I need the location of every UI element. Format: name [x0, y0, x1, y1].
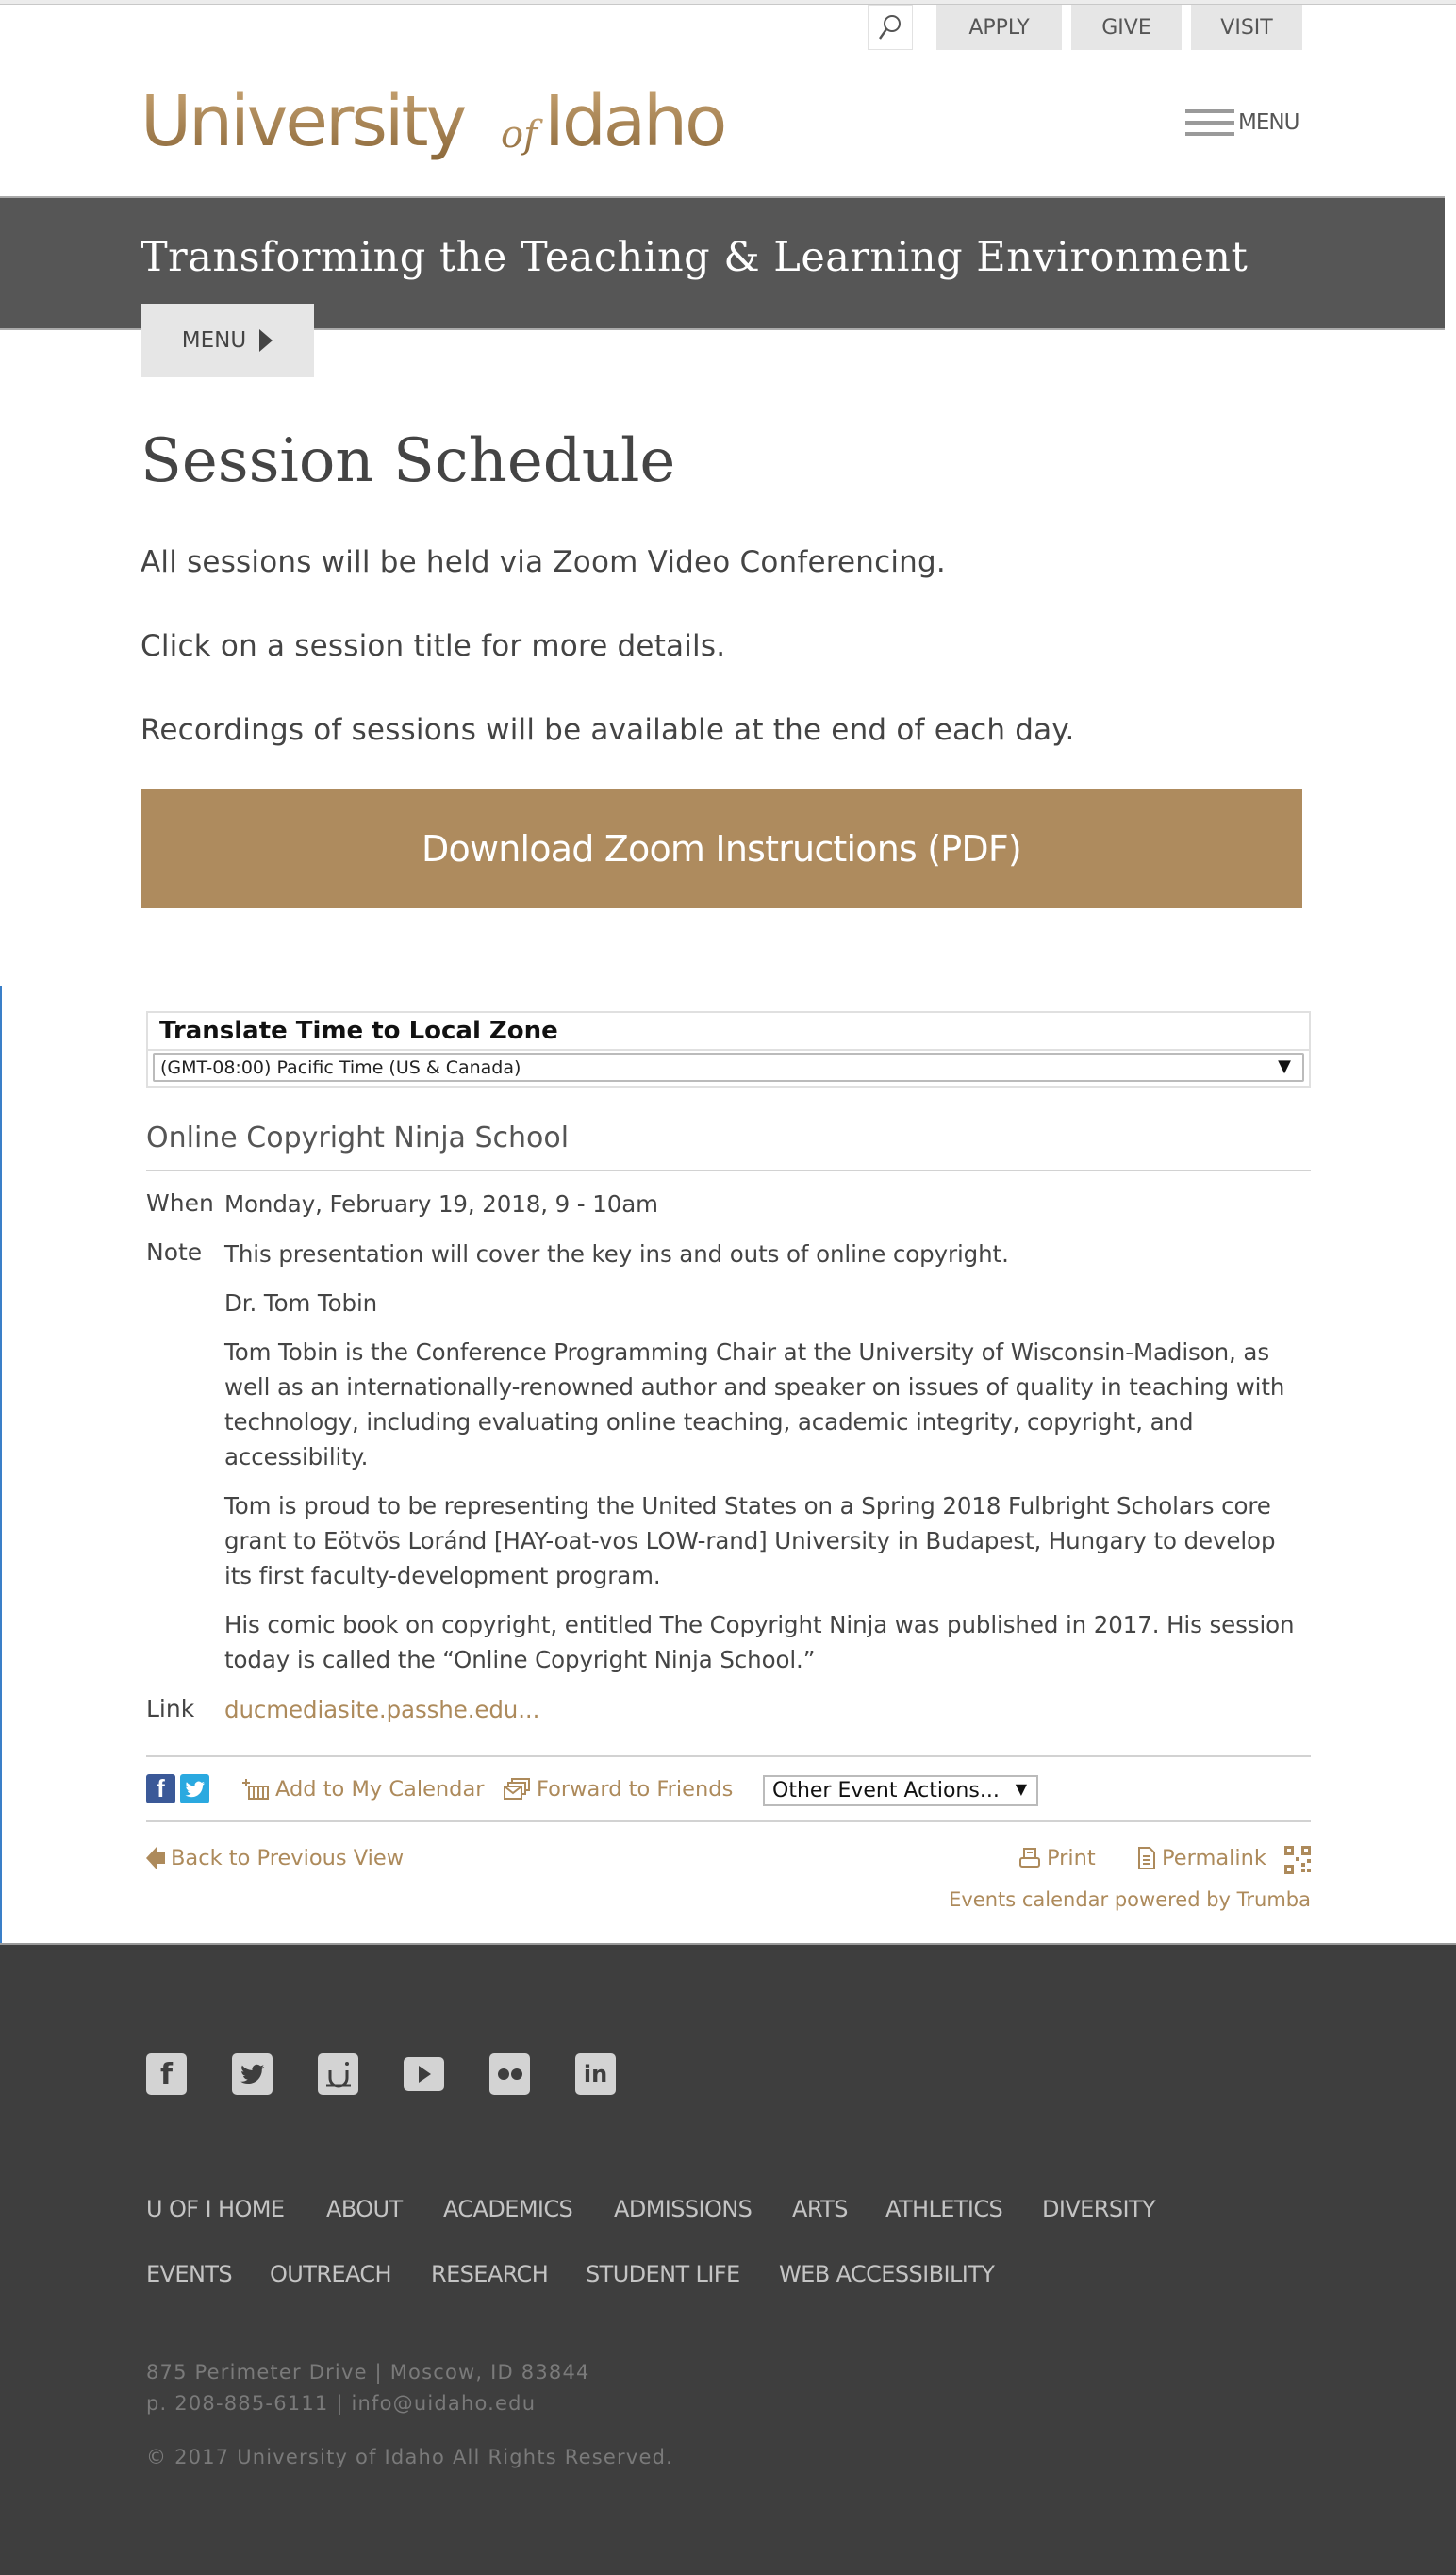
print-icon: [1018, 1847, 1041, 1869]
intro-paragraph: All sessions will be held via Zoom Video Conferencing.: [141, 545, 946, 579]
dropdown-arrow-icon: ▼: [1278, 1056, 1291, 1076]
divider: [146, 1755, 1311, 1757]
footer-nav-link[interactable]: ADMISSIONS: [614, 2196, 753, 2222]
site-footer: [0, 1943, 1456, 2575]
footer-youtube-icon[interactable]: [404, 2057, 444, 2091]
footer-copyright: © 2017 University of Idaho All Rights Reserved.: [146, 2446, 673, 2468]
twitter-share-icon[interactable]: [180, 1774, 209, 1803]
email-forward-icon: [503, 1778, 531, 1801]
site-title[interactable]: Transforming the Teaching & Learning Environment: [141, 234, 1249, 281]
qr-code-icon[interactable]: [1284, 1846, 1311, 1874]
divider: [148, 1049, 1309, 1051]
when-value: Monday, February 19, 2018, 9 - 10am: [224, 1190, 658, 1218]
svg-text:of: of: [501, 113, 538, 157]
facebook-share-icon[interactable]: f: [146, 1774, 175, 1803]
footer-instagram-icon[interactable]: [318, 2053, 358, 2095]
section-menu-button[interactable]: [141, 304, 314, 377]
hamburger-icon[interactable]: [1185, 108, 1234, 138]
note-paragraph: Tom is proud to be representing the United States on a Spring 2018 Fulbright Scholars core grant to Eötvös Loránd [HAY-oat-vos LOW-rand] University in Budapest, Hungary to develop its first faculty-development program.: [224, 1492, 1276, 1589]
event-link[interactable]: ducmediasite.passhe.edu...: [224, 1696, 540, 1723]
forward-to-friends-link[interactable]: [503, 1777, 733, 1802]
note-paragraph: Dr. Tom Tobin: [224, 1289, 378, 1317]
timezone-selected-value: (GMT-08:00) Pacific Time (US & Canada): [160, 1056, 521, 1078]
search-icon: [877, 13, 903, 42]
note-label: Note: [146, 1238, 203, 1266]
footer-nav-link[interactable]: EVENTS: [146, 2261, 232, 2287]
footer-linkedin-icon[interactable]: in: [575, 2053, 616, 2095]
page-title: Session Schedule: [141, 426, 676, 496]
footer-nav-link[interactable]: ATHLETICS: [885, 2196, 1003, 2222]
print-link[interactable]: [1018, 1846, 1096, 1870]
permalink-link[interactable]: [1137, 1846, 1266, 1870]
add-to-calendar-label: Add to My Calendar: [275, 1777, 485, 1802]
caret-right-icon: [259, 329, 273, 352]
footer-contact[interactable]: p. 208-885-6111 | info@uidaho.edu: [146, 2392, 537, 2415]
give-link[interactable]: GIVE: [1071, 5, 1182, 50]
back-to-previous-view-link[interactable]: [146, 1846, 404, 1870]
timezone-label: Translate Time to Local Zone: [159, 1017, 558, 1045]
intro-paragraph: Click on a session title for more details.: [141, 629, 726, 663]
section-menu-label: MENU: [181, 328, 247, 353]
event-title: Online Copyright Ninja School: [146, 1121, 570, 1155]
apply-link[interactable]: APPLY: [936, 5, 1062, 50]
footer-flickr-icon[interactable]: [489, 2053, 530, 2095]
university-logo[interactable]: [141, 72, 725, 166]
frame-edge: [0, 986, 2, 1943]
svg-text:Idaho: Idaho: [544, 81, 725, 162]
header-menu-button[interactable]: MENU: [1238, 110, 1299, 135]
other-event-actions-select[interactable]: [763, 1775, 1038, 1806]
timezone-panel: [146, 1011, 1311, 1088]
back-arrow-icon: [146, 1846, 165, 1870]
note-paragraph: His comic book on copyright, entitled The Copyright Ninja was published in 2017. His session today is called the “Online Copyright Ninja School.”: [224, 1611, 1295, 1673]
permalink-label: Permalink: [1162, 1846, 1266, 1870]
svg-text:University: University: [141, 81, 465, 162]
footer-nav-link[interactable]: ACADEMICS: [443, 2196, 573, 2222]
forward-to-friends-label: Forward to Friends: [537, 1777, 734, 1802]
footer-nav-link[interactable]: DIVERSITY: [1042, 2196, 1156, 2222]
download-zoom-instructions-button[interactable]: Download Zoom Instructions (PDF): [141, 789, 1302, 908]
note-paragraph: This presentation will cover the key ins and outs of online copyright.: [224, 1240, 1009, 1268]
footer-address: 875 Perimeter Drive | Moscow, ID 83844: [146, 2361, 590, 2384]
link-label: Link: [146, 1695, 195, 1722]
footer-nav-link[interactable]: U OF I HOME: [146, 2196, 285, 2222]
dropdown-arrow-icon: ▼: [1015, 1780, 1027, 1798]
footer-twitter-icon[interactable]: [232, 2053, 273, 2095]
print-label: Print: [1047, 1846, 1096, 1870]
when-label: When: [146, 1189, 214, 1217]
search-button[interactable]: [868, 5, 913, 50]
footer-nav-link[interactable]: STUDENT LIFE: [586, 2261, 740, 2287]
document-icon: [1137, 1847, 1156, 1869]
other-event-actions-value: Other Event Actions...: [772, 1779, 1000, 1802]
footer-nav-link[interactable]: RESEARCH: [431, 2261, 549, 2287]
timezone-select[interactable]: [153, 1053, 1304, 1082]
footer-nav-link[interactable]: ARTS: [792, 2196, 848, 2222]
back-label: Back to Previous View: [171, 1846, 405, 1870]
divider: [146, 1820, 1311, 1822]
note-paragraph: Tom Tobin is the Conference Programming Chair at the University of Wisconsin-Madison, as well as an internationally-renowned author and speaker on issues of quality in teaching with technology, including evaluating online teaching, academic integrity, copyright, and accessibility.: [224, 1338, 1285, 1470]
divider: [146, 1170, 1311, 1171]
footer-nav-link[interactable]: OUTREACH: [270, 2261, 391, 2287]
visit-link[interactable]: VISIT: [1191, 5, 1302, 50]
intro-paragraph: Recordings of sessions will be available at the end of each day.: [141, 713, 1075, 747]
add-to-calendar-link[interactable]: [241, 1777, 485, 1802]
calendar-icon: [241, 1778, 270, 1801]
footer-facebook-icon[interactable]: f: [146, 2053, 187, 2095]
footer-nav-link[interactable]: ABOUT: [326, 2196, 403, 2222]
footer-nav-link[interactable]: WEB ACCESSIBILITY: [779, 2261, 995, 2287]
powered-by-trumba-link[interactable]: Events calendar powered by Trumba: [949, 1888, 1311, 1911]
